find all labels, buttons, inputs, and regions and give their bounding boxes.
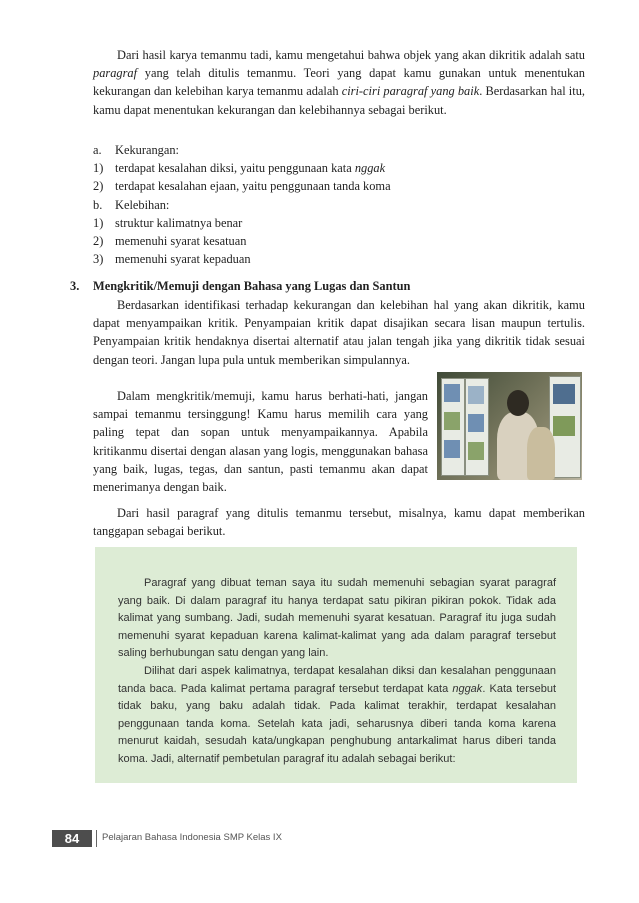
body-paragraph: Dari hasil paragraf yang ditulis temanmu tersebut, misalnya, kamu dapat memberikan tanggapan sebagai berikut. [93,506,585,539]
section-heading [70,277,590,295]
intro-term-ciri: ciri-ciri paragraf yang baik [341,84,480,99]
body-paragraph: Berdasarkan identifikasi terhadap kekurangan dan kelebihan hal yang akan dikritik, kamu dapat menyampaikan kritik. Penyampaian kritik dapat disajikan secara lisan maupun tertulis. Penyampaian kritik hendaknya disertai alternatif atau jalan tengah jika yang dikritik tidak sesuai dengan teori. Jangan lupa pula untuk memberikan simpulannya. [93,298,585,367]
section-number: 3. [70,279,80,293]
list-item: 1) terdapat kesalahan diksi, yaitu penggunaan kata nggak [93,161,386,176]
list-item: 1) struktur kalimatnya benar [93,215,243,230]
section-title: Mengkritik/Memuji dengan Bahasa yang Lugas dan Santun [93,279,411,293]
book-title: Pelajaran Bahasa Indonesia SMP Kelas IX [102,832,282,843]
response-paragraph: Dilihat dari aspek kalimatnya, terdapat kesalahan diksi dan kesalahan penggunaan tanda baca. Pada kalimat pertama paragraf tersebut terdapat kata nggak. Kata tersebut tidak baku, yang baku adalah tidak. Pada kalimat terakhir, terdapat kesalahan penggunaan tanda koma. Setelah kata jadi, seharusnya diberi tanda koma karena menurut kaidah, sesudah kata/ungkapan penghubung antarkalimat harus diberi tanda koma. Jadi, alternatif pembetulan paragraf itu adalah sebagai berikut: [118,665,556,765]
page-footer [52,830,352,847]
list-item: b. Kelebihan: [93,197,170,212]
exhibition-photo [437,372,582,480]
intro-text: . Berdasarkan hal itu, kamu dapat menentukan kekurangan dan kelebihannya sebagai berikut. [93,84,585,117]
intro-term-paragraf: paragraf [93,66,138,81]
response-term-nggak: nggak [452,682,483,695]
evaluation-list [93,141,563,268]
intro-text: Dari hasil karya temanmu tadi, kamu mengetahui bahwa objek yang akan dikritik adalah satu [117,48,585,62]
intro-paragraph [93,46,585,119]
list-item: 3) memenuhi syarat kepaduan [93,252,251,267]
list-item: 2) memenuhi syarat kesatuan [93,234,247,249]
body-paragraph: Dalam mengkritik/memuji, kamu harus berhati-hati, jangan sampai temanmu tersinggung! Kamu harus memilih cara yang paling tepat dan sopan untuk menyampaikannya. Apabila kritikanmu disertai dengan alasan yang logis, menggunakan bahasa yang baik, lugas, tegas, dan santun, pasti temanmu akan dapat menerimanya dengan baik. [93,389,428,495]
intro-text: yang telah ditulis temanmu. Teori yang dapat kamu gunakan untuk menentukan kekurangan dan kelebihan karya temanmu adalah [93,66,585,99]
footer-divider [96,830,97,847]
list-item: a. Kekurangan: [93,143,179,157]
response-paragraph: Paragraf yang dibuat teman saya itu sudah memenuhi sebagian syarat paragraf yang baik. Di dalam paragraf itu hanya terdapat satu pikiran pikiran pokok. Tidak ada kalimat yang sumbang. Jadi, sudah memenuhi syarat kesatuan. Paragraf itu juga sudah memenuhi syarat kepaduan karena kalimat-kalimat yang ada dalam paragraf tersebut saling berhubungan satu dengan yang lain. [118,577,556,660]
list-term-nggak: nggak [354,161,386,176]
page-number: 84 [52,830,92,847]
list-item: 2) terdapat kesalahan ejaan, yaitu penggunaan tanda koma [93,179,391,194]
